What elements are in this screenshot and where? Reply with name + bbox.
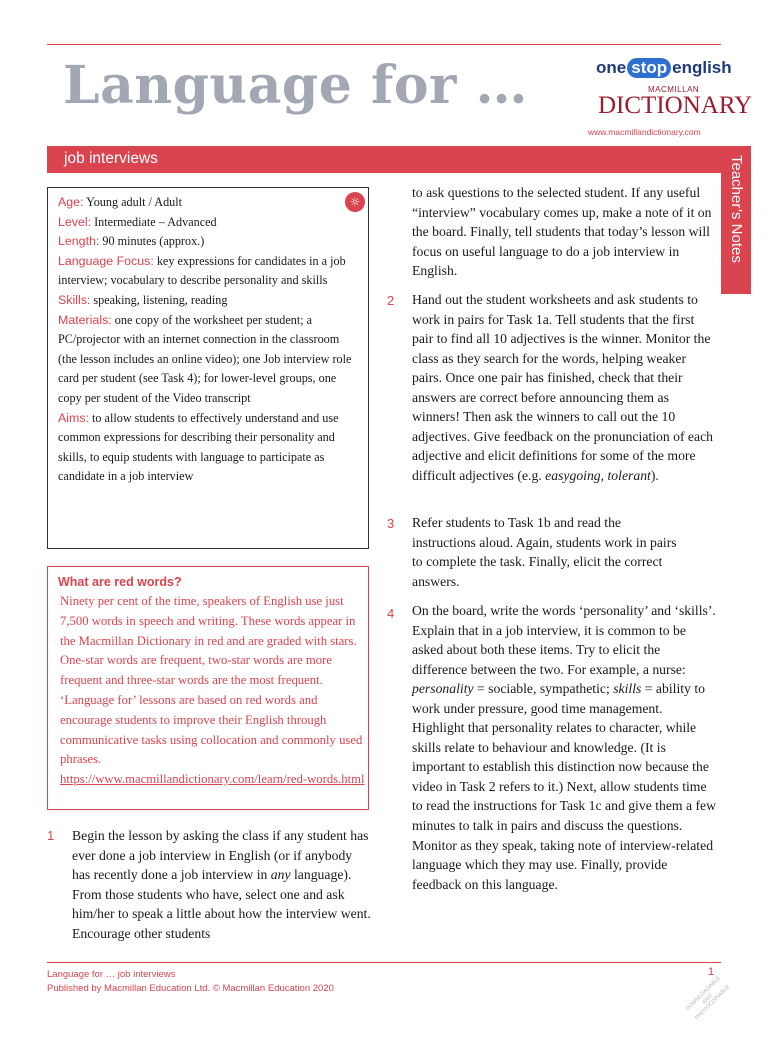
step-1-text-a: Begin the lesson by asking the class if any student has ever done a job interview in English (or if anybody has recently done a job interview in: [72, 828, 369, 883]
step-2-text-b: ).: [650, 467, 659, 483]
footer: [47, 968, 334, 995]
step-3-number: 3: [387, 516, 395, 531]
length-value: 90 minutes (approx.): [102, 234, 205, 249]
step-1-continued: to ask questions to the selected student. If any useful “interview” vocabulary comes up, make a note of it on the board. Finally, tell students that today’s lesson will focus on useful language to do a job interview in English.: [412, 185, 712, 279]
step-4-emphasis-2: skills: [613, 681, 642, 697]
footer-line-2: Published by Macmillan Education Ltd. © Macmillan Education 2020: [47, 982, 334, 994]
step-4-number: 4: [387, 606, 395, 621]
red-words-link[interactable]: https://www.macmillandictionary.com/learn/red-words.html: [60, 772, 365, 787]
bottom-rule: [47, 962, 721, 963]
materials-value: one copy of the worksheet per student; a PC/projector with an internet connection in the classroom (the lesson includes an online video); one Job interview role card per student (see Task 4); for lower-level groups, one copy per student of the Video transcript: [58, 312, 352, 405]
age-value: Young adult / Adult: [86, 195, 183, 209]
length-label: Length:: [58, 234, 100, 249]
red-words-title: What are red words?: [58, 575, 182, 589]
aims-value: to allow students to effectively understand and use common expressions for describing their personality and skills, to equip students with language to participate as candidate in a job interview: [58, 410, 339, 484]
level-label: Level:: [58, 214, 92, 229]
step-1-number: 1: [47, 828, 55, 843]
step-2-emphasis: easygoing, tolerant: [545, 467, 651, 483]
photocopiable-stamp: DOWNLOADABLE AND PHOTOCOPIABLE: [684, 975, 732, 1022]
skills-label: Skills:: [58, 292, 91, 307]
step-4-emphasis-1: personality: [412, 681, 474, 697]
focus-value: key expressions for candidates in a job interview; vocabulary to describe personality and skills: [58, 253, 346, 288]
red-words-text: Ninety per cent of the time, speakers of English use just 7,500 words in speech and writing. These words appear in the Macmillan Dictionary in red and are graded with stars. One-star words are frequent, two-star words are more frequent and three-star words are the most frequent. ‘Language for’ lessons are based on red words and encourage students to improve their English through communicative tasks using collocation and commonly used phrases.: [60, 594, 363, 767]
skills-value: speaking, listening, reading: [93, 292, 228, 307]
focus-label: Language Focus:: [58, 253, 154, 268]
logo-text-english: english: [672, 58, 732, 77]
logo-text-one: one: [596, 58, 627, 77]
page-title: Language for …: [63, 55, 529, 116]
logo-text-stop: stop: [627, 58, 671, 78]
step-4-text-c: = ability to work under pressure, good time management. Highlight that personality relates to character, while skills relate to behaviour and knowledge. (It is important to establish this distinction now because the video in Task 2 refers to it.) Next, allow students time to read the instructions for Task 1c and give them a few minutes to talk in pairs and discuss the questions. Monitor as they speak, taking note of interview-related language which they may use. Finally, provide feedback on this language.: [412, 681, 717, 892]
aims-label: Aims:: [58, 410, 89, 425]
step-1-text-b: language). From those students who have, select one and ask him/her to speak a little about how the interview went. Encourage other students: [72, 867, 371, 941]
step-1-text: [72, 826, 372, 943]
step-1-emphasis: any: [270, 867, 291, 883]
step-4-text: [412, 601, 717, 894]
footer-line-1: Language for … job interviews: [47, 969, 176, 980]
age-label: Age:: [58, 195, 84, 209]
step-3-text: Refer students to Task 1b and read the instructions aloud. Again, students work in pairs to complete the task. Finally, elicit the correct answers.: [412, 515, 677, 589]
red-words-body: [60, 592, 365, 790]
page-number: 1: [708, 966, 715, 978]
step-4-text-a: On the board, write the words ‘personality’ and ‘skills’. Explain that in a job interview, it is common to be asked about both these items. Try to elicit the difference between the two. For example, a nurse:: [412, 603, 716, 677]
materials-label: Materials:: [58, 312, 112, 327]
step-2-text-a: Hand out the student worksheets and ask students to work in pairs for Task 1a. Tell students that the first pair to find all 10 adjectives is the winner. Monitor the class as they search for the words, helping weaker pairs. Once one pair has finished, check that their answers are correct before announcing them as winners! Then ask the winners to call out the 10 adjectives. Give feedback on the pronunciation of each adjective and elicit definitions for some of the more difficult adjectives (e.g.: [412, 292, 713, 483]
lightbulb-icon: ☼: [345, 192, 365, 212]
level-value: Intermediate – Advanced: [94, 214, 217, 229]
dictionary-logo: DICTIONARY: [598, 92, 753, 119]
dictionary-url[interactable]: www.macmillandictionary.com: [588, 127, 701, 137]
step-2-text: [412, 290, 717, 485]
teachers-notes-label: Teacher’s Notes: [728, 155, 745, 263]
lesson-info: [58, 193, 358, 487]
step-4-text-b: = sociable, sympathetic;: [473, 681, 614, 697]
onestopenglish-logo: [596, 58, 732, 78]
macmillan-label: MACMILLAN: [648, 85, 700, 94]
top-rule: [47, 44, 721, 45]
step-2-number: 2: [387, 293, 395, 308]
page-subtitle: job interviews: [64, 150, 158, 167]
